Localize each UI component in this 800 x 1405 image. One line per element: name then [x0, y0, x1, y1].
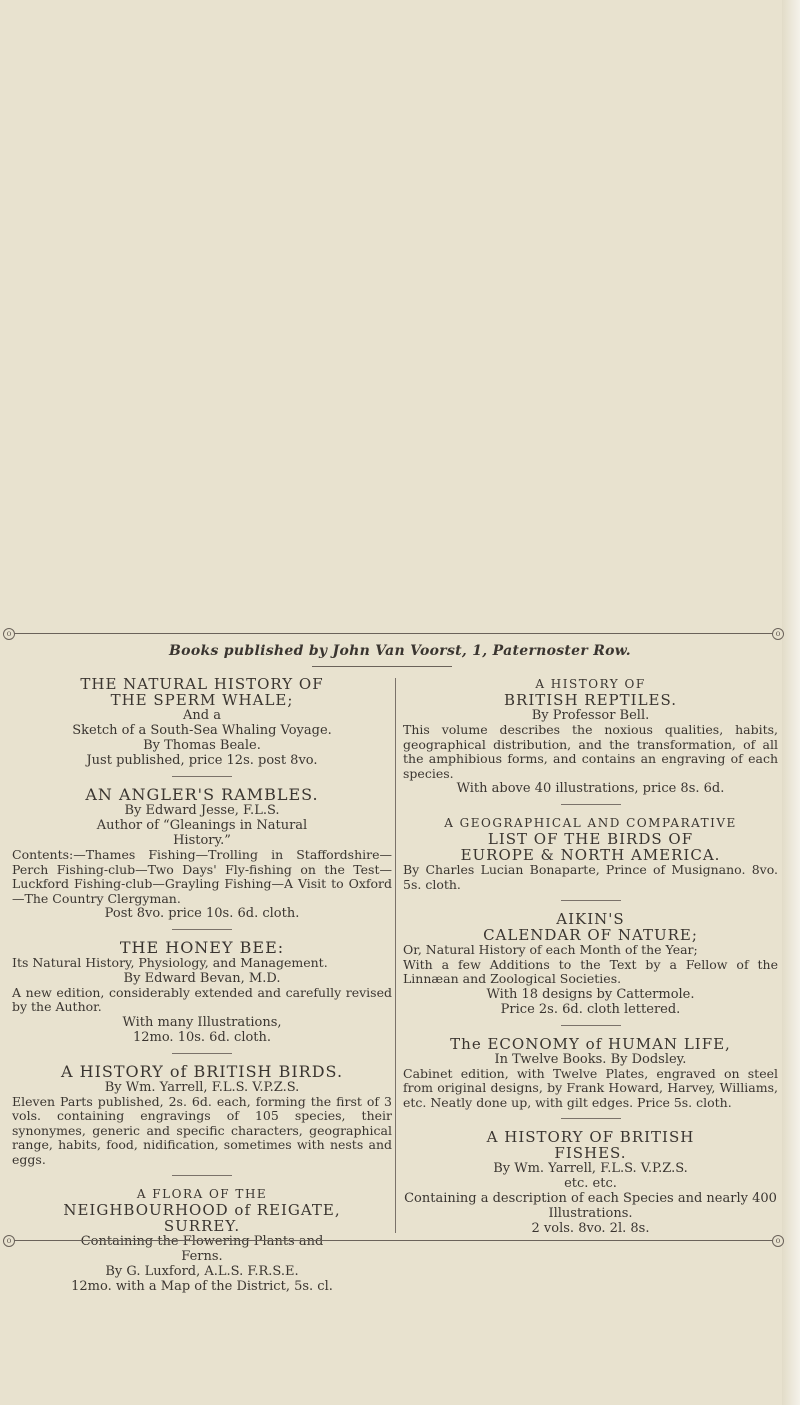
- entry-british-fishes: [403, 1129, 778, 1236]
- corner-ornament: o: [3, 628, 15, 640]
- entry-author: By Edward Bevan, M.D.: [123, 970, 281, 986]
- separator: [172, 1175, 232, 1176]
- entry-illustrations: With 18 designs by Cattermole.: [486, 986, 695, 1002]
- separator: [172, 1053, 232, 1054]
- entry-line: Author of “Gleanings in Natural: [96, 818, 308, 833]
- right-column: [403, 676, 778, 1244]
- corner-ornament: o: [772, 628, 784, 640]
- entry-author: By Wm. Yarrell, F.L.S. V.P.Z.S.: [104, 1079, 300, 1095]
- entry-author: By G. Luxford, A.L.S. F.R.S.E.: [105, 1264, 299, 1279]
- separator: [561, 1118, 621, 1119]
- entry-title: A GEOGRAPHICAL AND COMPARATIVE: [444, 816, 737, 830]
- entry-price: Post 8vo. price 10s. 6d. cloth.: [104, 906, 300, 921]
- header-rule: [312, 666, 452, 667]
- entry-description: This volume describes the noxious qualities, habits, geographical distribution, and the transformation, of all the amphibious forms, and contains an engraving of each species.: [403, 722, 778, 781]
- entry-price: Price 2s. 6d. cloth lettered.: [500, 1001, 681, 1017]
- entry-title: CALENDAR OF NATURE;: [483, 926, 698, 944]
- entry-author: By Thomas Beale.: [143, 738, 261, 753]
- entry-price: 2 vols. 8vo. 2l. 8s.: [531, 1221, 650, 1236]
- entry-price: 12mo. with a Map of the District, 5s. cl.: [71, 1279, 333, 1294]
- entry-title: A FLORA OF THE: [136, 1187, 268, 1201]
- separator: [172, 776, 232, 777]
- top-rule: [8, 633, 778, 634]
- bottom-rule: [8, 1240, 778, 1241]
- corner-ornament: o: [772, 1235, 784, 1247]
- entry-illustrations: With many Illustrations,: [122, 1014, 282, 1030]
- entry-description: Containing a description of each Species and nearly 400 Illustrations.: [404, 1191, 777, 1221]
- entry-british-reptiles: [403, 676, 778, 796]
- entry-price: 12mo. 10s. 6d. cloth.: [132, 1029, 272, 1045]
- entry-subtitle: Or, Natural History of each Month of the Year;: [403, 942, 698, 957]
- page-edge: [782, 0, 800, 1405]
- entry-title: AN ANGLER'S RAMBLES.: [85, 785, 319, 804]
- entry-title: BRITISH REPTILES.: [504, 691, 677, 709]
- entry-title: THE SPERM WHALE;: [110, 691, 294, 709]
- entry-title: THE NATURAL HISTORY OF: [80, 675, 324, 693]
- entry-line: Ferns.: [181, 1249, 223, 1264]
- entry-line: etc. etc.: [564, 1176, 617, 1191]
- entry-honey-bee: [12, 940, 392, 1045]
- entry-title: THE HONEY BEE:: [119, 938, 285, 957]
- entry-title: SURREY.: [163, 1217, 241, 1235]
- entry-author: By Wm. Yarrell, F.L.S. V.P.Z.S.: [493, 1161, 688, 1176]
- corner-ornament: o: [3, 1235, 15, 1247]
- entry-line: And a: [183, 708, 221, 723]
- entry-title: A HISTORY of BRITISH BIRDS.: [60, 1061, 344, 1081]
- entry-description: A new edition, considerably extended and carefully revised by the Author.: [12, 984, 392, 1014]
- entry-title: LIST OF THE BIRDS OF: [487, 830, 694, 848]
- column-divider: [395, 678, 396, 1233]
- entry-sperm-whale: [12, 676, 392, 768]
- entry-price: With above 40 illustrations, price 8s. 6d.: [456, 781, 725, 796]
- entry-description: Cabinet edition, with Twelve Plates, engraved on steel from original designs, by Frank Howard, Harvey, Williams, etc. Neatly done up, with gilt edges. Price 5s. cloth.: [403, 1065, 778, 1110]
- entry-author: By Edward Jesse, F.L.S.: [124, 803, 280, 818]
- separator: [172, 929, 232, 930]
- entry-line: History.”: [173, 833, 231, 848]
- entry-title: A HISTORY OF: [535, 677, 646, 691]
- separator: [561, 804, 621, 805]
- entry-line: Containing the Flowering Plants and: [80, 1234, 324, 1249]
- entry-title: A HISTORY OF BRITISH: [486, 1128, 695, 1146]
- separator: [561, 1025, 621, 1026]
- entry-calendar-nature: [403, 911, 778, 1017]
- entry-british-birds: [12, 1061, 392, 1168]
- entry-title: EUROPE & NORTH AMERICA.: [460, 846, 721, 864]
- entry-title: NEIGHBOURHOOD of REIGATE,: [63, 1201, 341, 1219]
- entry-description: With a few Additions to the Text by a Fellow of the Linnæan and Zoological Societies.: [403, 956, 778, 986]
- entry-birds-europe: [403, 815, 778, 892]
- entry-author: In Twelve Books. By Dodsley.: [494, 1051, 687, 1067]
- separator: [561, 900, 621, 901]
- entry-anglers-rambles: [12, 787, 392, 921]
- entry-title: FISHES.: [554, 1144, 627, 1162]
- entry-contents: Contents:—Thames Fishing—Trolling in Staffordshire—Perch Fishing-club—Two Days' Fly-fishing on the Test—Luckford Fishing-club—Grayling Fishing—A Visit to Oxford—The Country Clergyman.: [12, 847, 392, 906]
- entry-description: By Charles Lucian Bonaparte, Prince of Musignano. 8vo. 5s. cloth.: [403, 862, 778, 892]
- entry-title: The ECONOMY of HUMAN LIFE,: [450, 1034, 731, 1053]
- entry-author: By Professor Bell.: [531, 708, 650, 723]
- left-column: [12, 676, 392, 1302]
- entry-line: Sketch of a South-Sea Whaling Voyage.: [72, 723, 332, 738]
- entry-subtitle: Its Natural History, Physiology, and Management.: [12, 955, 328, 970]
- entry-economy-human-life: [403, 1036, 778, 1111]
- entry-title: AIKIN'S: [556, 910, 625, 928]
- entry-price: Just published, price 12s. post 8vo.: [86, 753, 318, 768]
- entry-description: Eleven Parts published, 2s. 6d. each, forming the first of 3 vols. containing engravings of 105 species, their synonymes, generic and specific characters, geographical range, habits, food, nidification, sometimes with nests and eggs.: [12, 1093, 392, 1167]
- page-header: Books published by John Van Voorst, 1, Paternoster Row.: [169, 643, 631, 659]
